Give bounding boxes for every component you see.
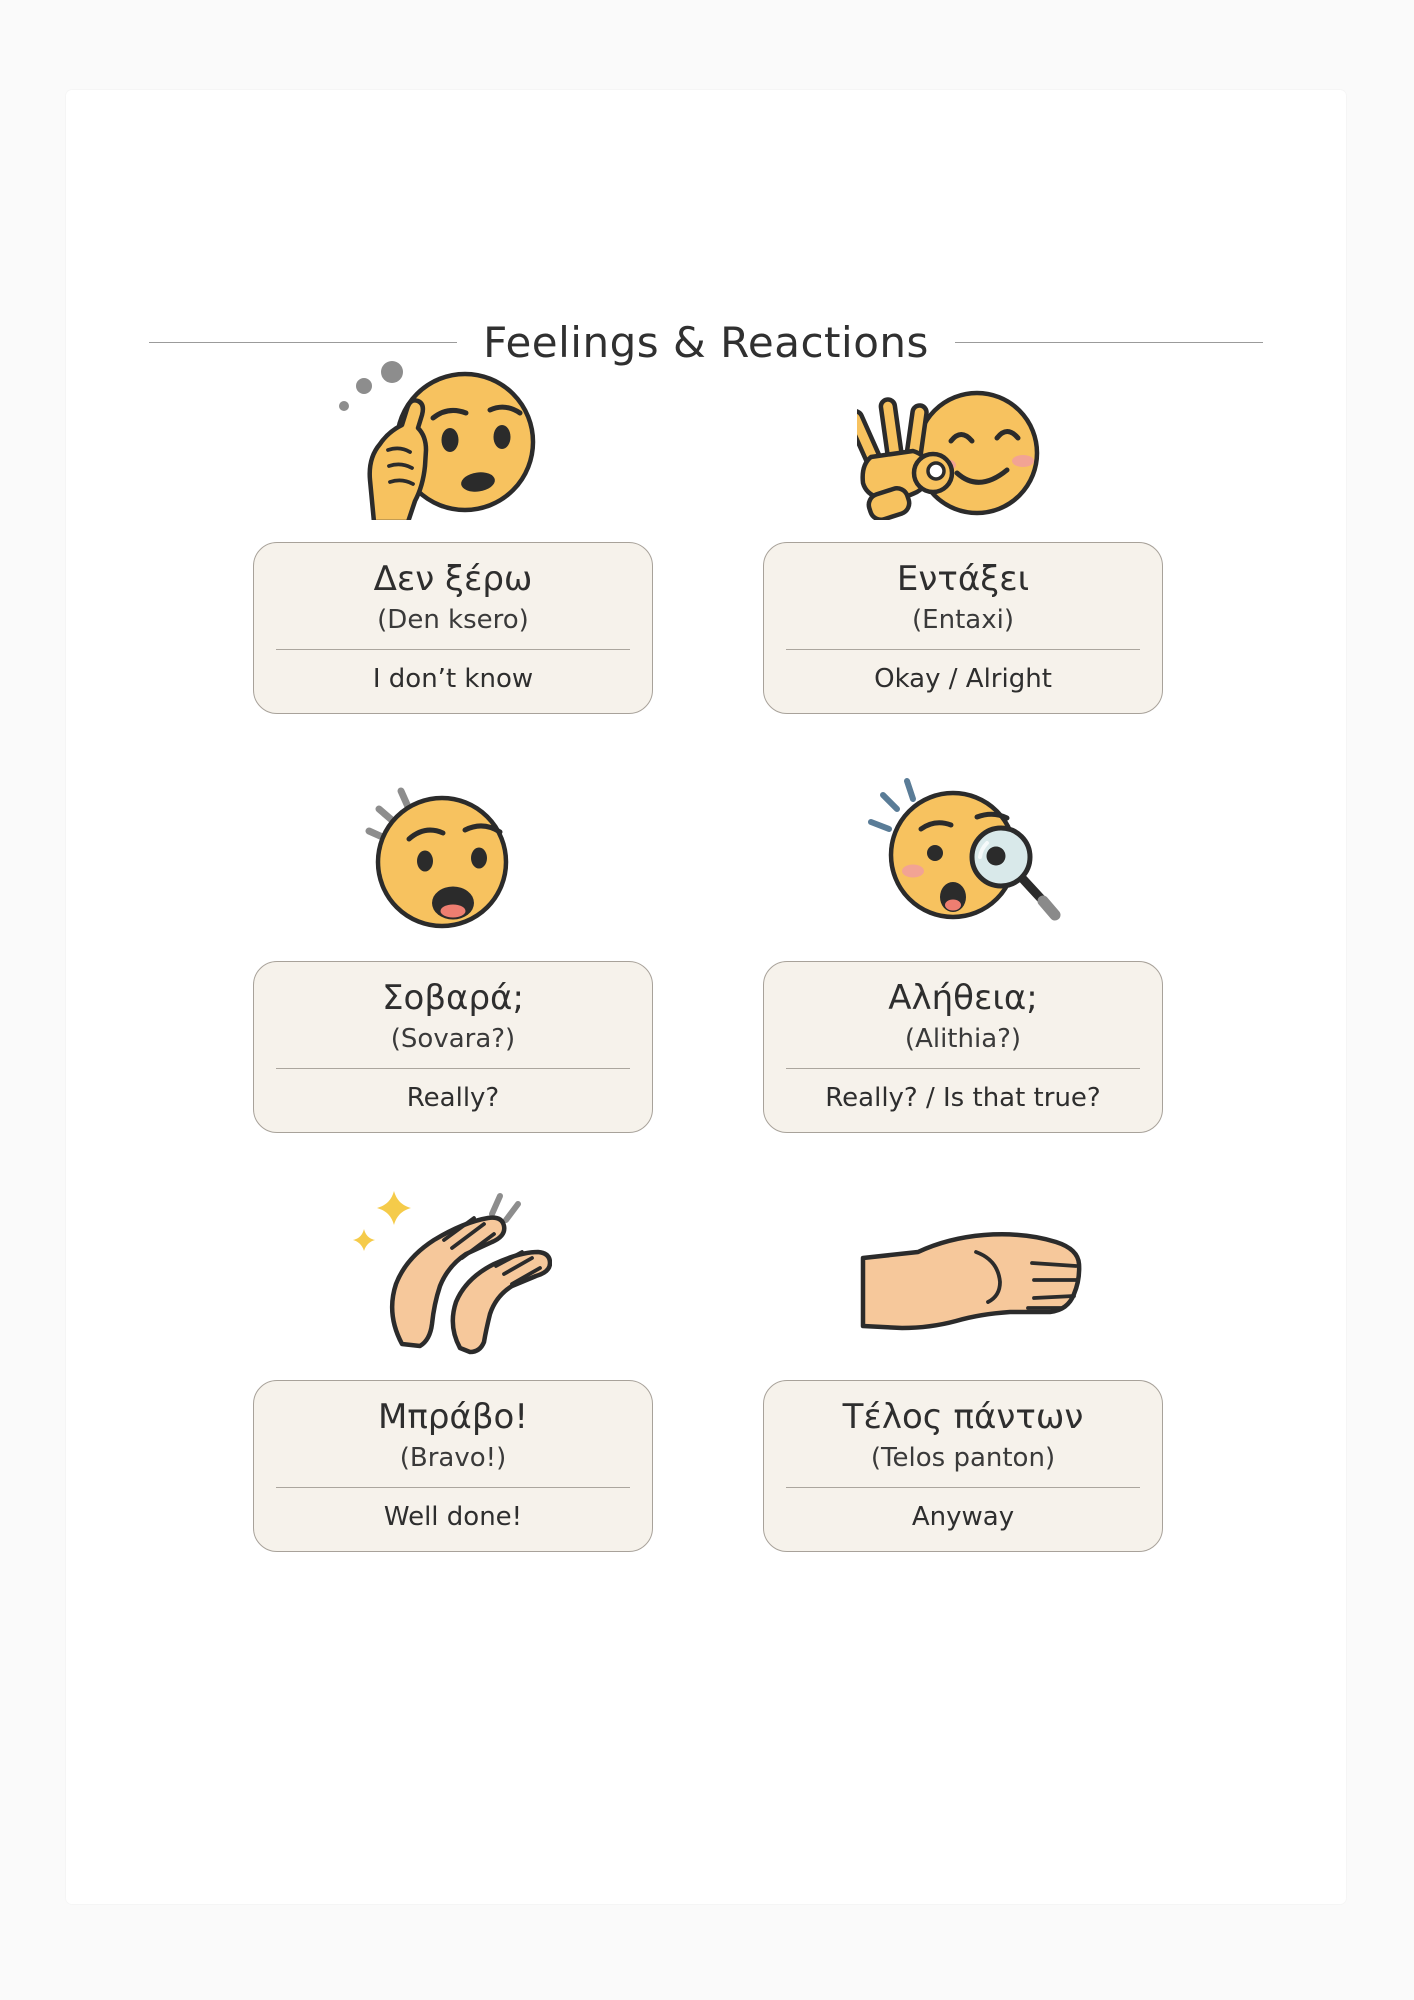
- english-translation: Well done!: [383, 1502, 523, 1532]
- emoji-box: [763, 1193, 1163, 1380]
- page-title: Feelings & Reactions: [483, 318, 929, 367]
- open-palm-icon: [860, 1228, 1090, 1358]
- english-translation: Really? / Is that true?: [825, 1083, 1101, 1113]
- transliteration: (Sovara?): [390, 1024, 516, 1054]
- card-divider: [276, 649, 630, 650]
- ok-hand-smiley-icon: [857, 365, 1057, 520]
- emoji-box: [253, 774, 653, 961]
- greek-phrase: Τέλος πάντων: [842, 1397, 1084, 1437]
- card-divider: [786, 1068, 1140, 1069]
- cell-alithia: [763, 774, 1163, 1133]
- english-translation: Really?: [406, 1083, 500, 1113]
- cell-sovara: [253, 774, 653, 1133]
- transliteration: (Bravo!): [399, 1443, 507, 1473]
- card-divider: [276, 1068, 630, 1069]
- poster-page: [66, 90, 1346, 1904]
- card-divider: [276, 1487, 630, 1488]
- cell-den-ksero: [253, 355, 653, 714]
- greek-phrase: Αλήθεια;: [888, 978, 1038, 1018]
- phrase-card: [253, 961, 653, 1133]
- greek-phrase: Εντάξει: [896, 559, 1030, 599]
- phrase-grid: [253, 355, 1163, 1552]
- english-translation: Okay / Alright: [874, 664, 1052, 694]
- english-translation: Anyway: [911, 1502, 1015, 1532]
- magnifying-glass-face-icon: [861, 769, 1066, 939]
- greek-phrase: Δεν ξέρω: [373, 559, 533, 599]
- emoji-box: [763, 355, 1163, 542]
- cell-telos-panton: [763, 1193, 1163, 1552]
- phrase-card: [253, 1380, 653, 1552]
- cell-bravo: [253, 1193, 653, 1552]
- phrase-card: [763, 1380, 1163, 1552]
- emoji-box: [763, 774, 1163, 961]
- greek-phrase: Σοβαρά;: [382, 978, 524, 1018]
- transliteration: (Alithia?): [904, 1024, 1022, 1054]
- surprised-face-icon: [357, 779, 517, 939]
- emoji-box: [253, 355, 653, 542]
- greek-phrase: Μπράβο!: [378, 1397, 528, 1437]
- clapping-hands-icon: [342, 1188, 552, 1358]
- thinking-face-icon: [330, 360, 540, 520]
- phrase-card: [763, 542, 1163, 714]
- phrase-card: [253, 542, 653, 714]
- card-divider: [786, 1487, 1140, 1488]
- title-divider-left: [149, 342, 457, 344]
- card-divider: [786, 649, 1140, 650]
- transliteration: (Entaxi): [912, 605, 1014, 635]
- cell-entaxi: [763, 355, 1163, 714]
- title-divider-right: [955, 342, 1263, 344]
- phrase-card: [763, 961, 1163, 1133]
- transliteration: (Telos panton): [870, 1443, 1056, 1473]
- transliteration: (Den ksero): [377, 605, 529, 635]
- emoji-box: [253, 1193, 653, 1380]
- english-translation: I don’t know: [372, 664, 534, 694]
